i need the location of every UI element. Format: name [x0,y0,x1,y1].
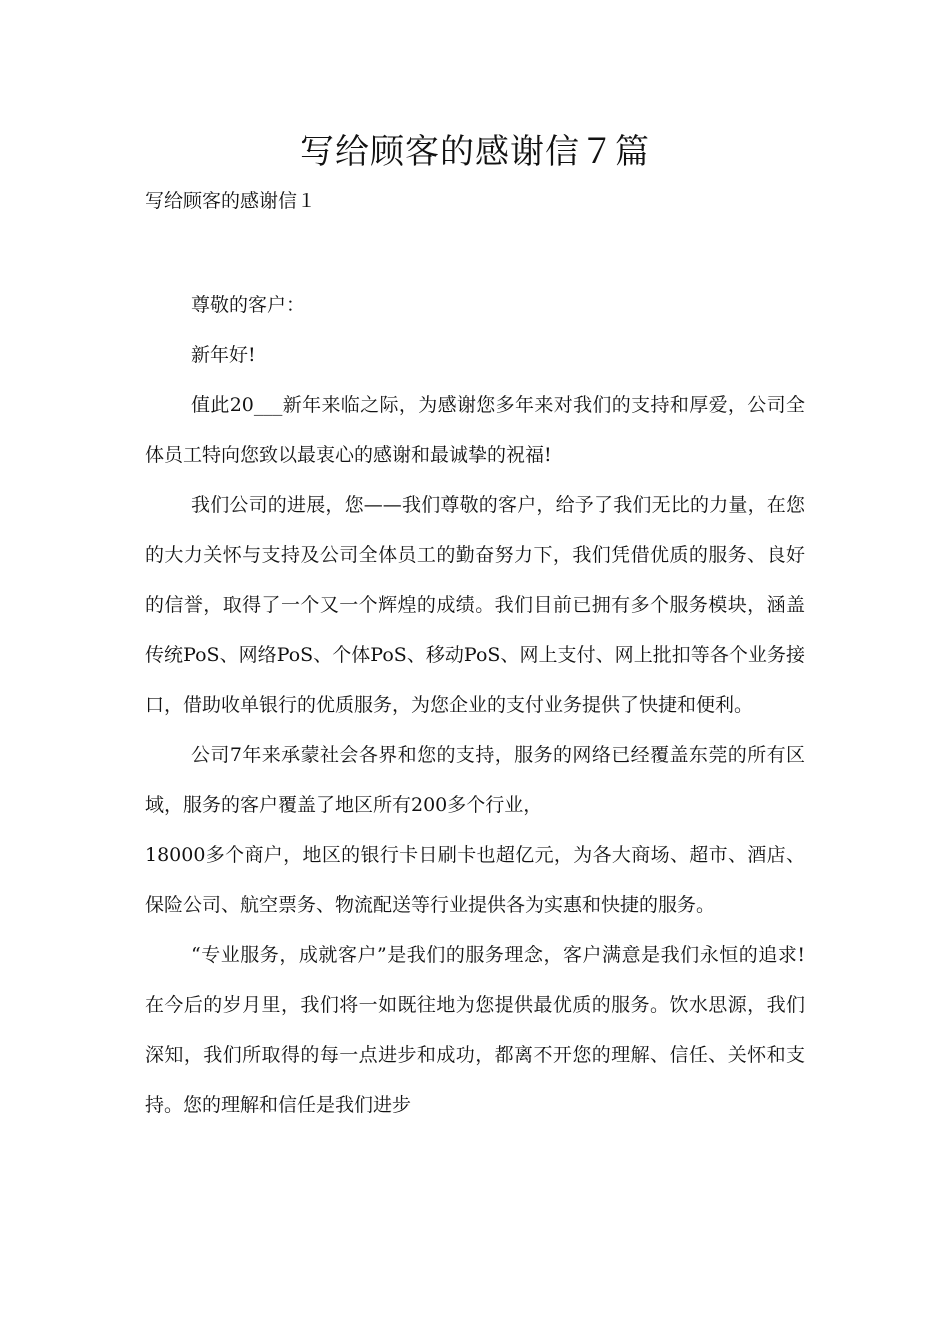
body-paragraph: 我们公司的进展，您——我们尊敬的客户，给予了我们无比的力量，在您的大力关怀与支持及公司全体员工的勤奋努力下，我们凭借优质的服务、良好的信誉，取得了一个又一个辉煌的成绩。我们目前已拥有多个服务模块，涵盖传统PoS、网络PoS、个体PoS、移动PoS、网上支付、网上批扣等各个业务接口，借助收单银行的优质服务，为您企业的支付业务提供了快捷和便利。 [145,494,805,716]
body-paragraph: “专业服务，成就客户”是我们的服务理念，客户满意是我们永恒的追求!在今后的岁月里，我们将一如既往地为您提供最优质的服务。饮水思源，我们深知，我们所取得的每一点进步和成功，都离不开您的理解、信任、关怀和支持。您的理解和信任是我们进步 [145,944,805,1116]
section-heading: 写给顾客的感谢信１ [145,190,317,212]
letter-body [145,280,805,1130]
body-paragraph: 公司7年来承蒙社会各界和您的支持，服务的网络已经覆盖东莞的所有区域，服务的客户覆盖了地区所有200多个行业， [145,744,805,816]
document-title: 写给顾客的感谢信７篇 [300,132,650,172]
greeting: 新年好! [191,344,256,366]
body-paragraph: 18000多个商户，地区的银行卡日刷卡也超亿元，为各大商场、超市、酒店、保险公司、航空票务、物流配送等行业提供各为实惠和快捷的服务。 [145,844,805,916]
body-paragraph: 值此20___新年来临之际，为感谢您多年来对我们的支持和厚爱，公司全体员工特向您致以最衷心的感谢和最诚挚的祝福! [145,394,805,466]
salutation: 尊敬的客户： [191,294,306,316]
